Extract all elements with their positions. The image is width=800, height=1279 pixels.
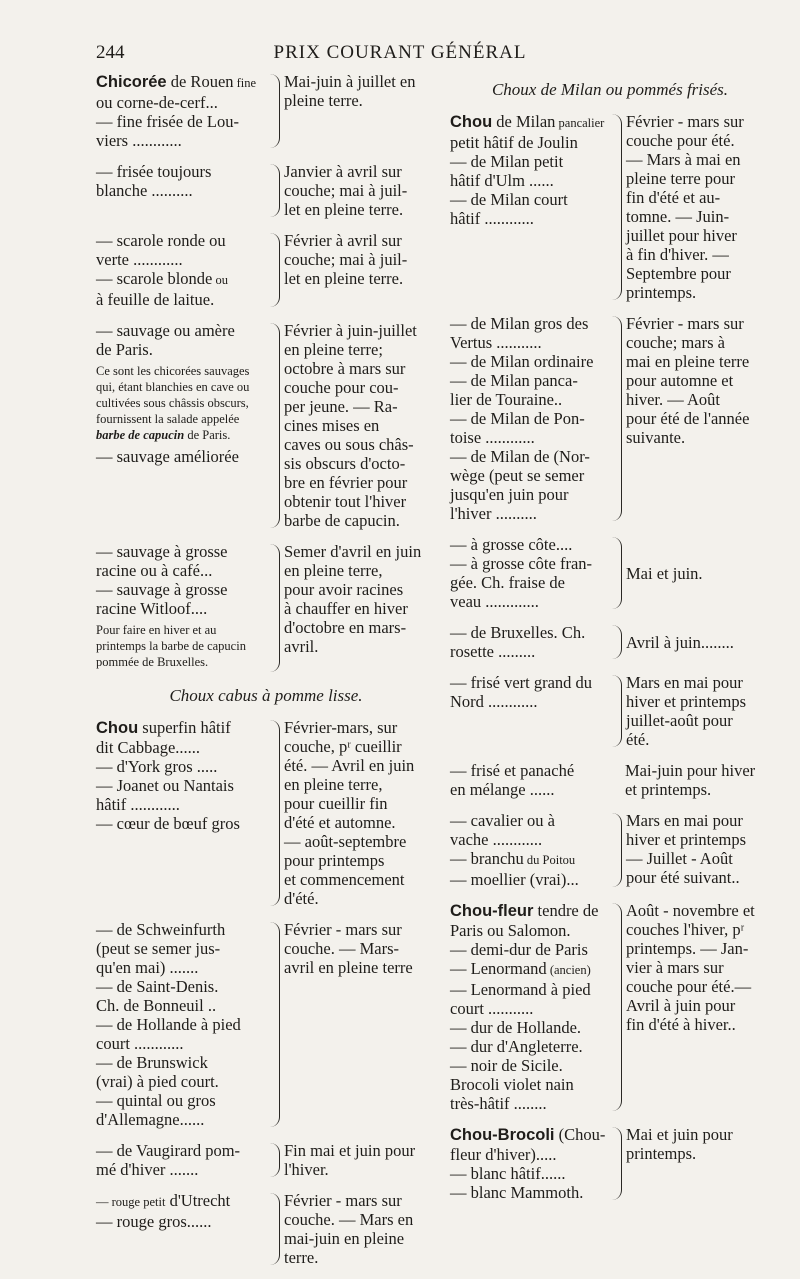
brace — [611, 813, 622, 887]
entry-name-line — [96, 542, 266, 561]
entry-name-line — [450, 1125, 608, 1145]
entry-sowing-period: Février à avril sur couche; mai à juil- let en pleine terre. — [284, 231, 408, 288]
entry-text: — de Milan gros des — [450, 314, 589, 333]
entry-name-line — [450, 333, 608, 352]
entry-text: l'hiver .......... — [450, 504, 537, 523]
entry-text: hâtif ............ — [450, 209, 534, 228]
entry-name-line — [96, 718, 266, 738]
entry-name-line — [450, 592, 608, 611]
entry-names — [450, 811, 608, 889]
brace — [269, 922, 280, 1127]
entry-name-line — [450, 447, 608, 466]
entry-sowing-period: Semer d'avril en juin en pleine terre, pour avoir racines à chauffer en hiver d'octobre en mars- avril. — [284, 542, 422, 656]
entry-name-line — [96, 162, 266, 181]
entry-name-line — [450, 133, 608, 152]
entry-text: — cœur de bœuf gros — [96, 814, 240, 833]
section-title: Choux de Milan ou pommés frisés. — [491, 80, 729, 99]
entry-text: toise ............ — [450, 428, 535, 447]
entry-names — [96, 321, 266, 466]
entry-name-line — [96, 1015, 266, 1034]
entry-text: — à grosse côte.... — [450, 535, 573, 554]
entry-text: vache ............ — [450, 830, 543, 849]
entry-text: jusqu'en juin pour — [450, 485, 569, 504]
entry-name-line — [96, 1212, 266, 1231]
entry-text: — de Bruxelles. Ch. — [450, 623, 586, 642]
entry-text: lier de Touraine.. — [450, 390, 563, 409]
entry-sowing-period: Février - mars sur couche. — Mars- avril en pleine terre — [284, 920, 413, 977]
entry-small-text: du Poitou — [523, 853, 576, 867]
brace — [611, 763, 621, 797]
entry-text: blanche .......... — [96, 181, 193, 200]
entry-name-line — [450, 573, 608, 592]
entry-small-text: ou — [212, 273, 229, 287]
catalog-entry — [96, 162, 436, 219]
entry-text: — de Milan ordinaire — [450, 352, 594, 371]
entry-text: très-hâtif ........ — [450, 1094, 547, 1113]
brace — [269, 164, 280, 217]
entry-text: — dur d'Angleterre. — [450, 1037, 583, 1056]
entry-text: — demi-dur de Paris — [450, 940, 588, 959]
entry-small-text: — rouge petit — [96, 1195, 166, 1209]
entry-text: viers ............ — [96, 131, 182, 150]
entry-name-line — [450, 642, 608, 661]
entry-sowing-period: Février à juin-juillet en pleine terre; octobre à mars sur couche pour cou- per jeune. — Ra- cines mises en caves ou sous châs- sis obscurs d'octo- bre en février pour obtenir tout l'hiver barbe de capucin. — [284, 321, 417, 530]
entry-sowing-period: Mars en mai pour hiver et printemps juillet-août pour été. — [626, 673, 747, 749]
entry-name-line — [450, 780, 608, 799]
entry-name-line — [450, 849, 608, 870]
entry-names — [450, 761, 608, 799]
entry-text: dit Cabbage...... — [96, 738, 201, 757]
entry-name-line — [96, 958, 266, 977]
entry-sowing-period: Août - novembre et couches l'hiver, pʳ printemps. — Jan- vier à mars sur couche pour été.— Avril à juin pour fin d'été à hiver.. — [626, 901, 755, 1034]
entry-names — [450, 623, 608, 661]
entry-name-line — [450, 761, 608, 780]
entry-name-line — [96, 996, 266, 1015]
entry-text: hâtif d'Ulm ...... — [450, 171, 554, 190]
entry-text: — de Milan de (Nor- — [450, 447, 590, 466]
entry-name-line — [450, 112, 608, 133]
entry-name-line — [96, 340, 266, 359]
entry-name-line — [450, 390, 608, 409]
brace — [611, 114, 622, 300]
entry-text: (vrai) à pied court. — [96, 1072, 219, 1091]
entry-small-text: (ancien) — [546, 963, 591, 977]
entry-text: — scarole ronde ou — [96, 231, 226, 250]
brace — [269, 233, 280, 307]
entry-name-line — [96, 181, 266, 200]
entry-text: — scarole blonde — [96, 269, 213, 288]
brace — [269, 74, 280, 148]
entry-names — [96, 542, 266, 674]
right-column — [450, 72, 770, 1214]
entry-note-text: Pour faire en hiver et au printemps la barbe de capucin pommée de Bruxelles. — [96, 623, 246, 669]
catalog-entry — [96, 1141, 436, 1179]
entry-text: qu'en mai) ....... — [96, 958, 199, 977]
entry-text: — rouge gros...... — [96, 1212, 212, 1231]
entry-name-line — [96, 561, 266, 580]
entry-name-line — [450, 999, 608, 1018]
entry-text: — noir de Sicile. — [450, 1056, 563, 1075]
entry-name-line — [450, 371, 608, 390]
entry-name-line — [450, 1056, 608, 1075]
catalog-entry — [96, 920, 436, 1129]
brace — [269, 544, 280, 672]
entry-name-line — [96, 250, 266, 269]
entry-name-line — [450, 870, 608, 889]
entry-name-line — [450, 959, 608, 980]
entry-name-line — [450, 466, 608, 485]
entry-name-line — [450, 1075, 608, 1094]
catalog-entry — [450, 811, 770, 889]
entry-note-text: de Paris. — [184, 428, 231, 442]
entry-names — [450, 314, 608, 523]
entry-name-line — [96, 1034, 266, 1053]
entry-lead-word: Chicorée — [96, 73, 167, 91]
brace — [269, 720, 280, 906]
entry-note — [96, 363, 266, 443]
entry-names — [96, 1191, 266, 1231]
entry-name-line — [450, 1037, 608, 1056]
entry-names — [96, 920, 266, 1129]
entry-text: gée. Ch. fraise de — [450, 573, 565, 592]
brace — [611, 316, 622, 521]
entry-text: tendre de — [533, 901, 599, 920]
entry-text: — sauvage améliorée — [96, 447, 239, 466]
entry-name-line — [450, 623, 608, 642]
catalog-entry — [96, 321, 436, 530]
entry-text: verte ............ — [96, 250, 183, 269]
entry-name-line — [96, 599, 266, 618]
entry-text: Paris ou Salomon. — [450, 921, 571, 940]
entry-sowing-period: Février - mars sur couche; mars à mai en pleine terre pour automne et hiver. — Août pour été de l'année suivante. — [626, 314, 750, 447]
catalog-entry — [96, 72, 436, 150]
entry-name-line — [450, 190, 608, 209]
entry-name-line — [450, 692, 608, 711]
entry-names — [450, 901, 608, 1113]
entry-sowing-period: Février-mars, sur couche, pʳ cueillir été. — Avril en juin en pleine terre, pour cueillir fin d'été et automne. — août-septembre pour printemps et commencement d'été. — [284, 718, 415, 908]
catalog-entry — [450, 535, 770, 611]
entry-small-text: fine — [233, 76, 257, 90]
entry-small-text: pancalier — [555, 116, 605, 130]
entry-text: petit hâtif de Joulin — [450, 133, 578, 152]
entry-names — [450, 112, 608, 228]
entry-name-line — [450, 1094, 608, 1113]
entry-text: racine ou à café... — [96, 561, 213, 580]
entry-names — [96, 162, 266, 200]
entry-text: d'Utrecht — [165, 1191, 231, 1210]
catalog-entry — [450, 1125, 770, 1202]
entry-name-line — [96, 1160, 266, 1179]
brace — [269, 1193, 280, 1265]
entry-name-line — [96, 1110, 266, 1129]
entry-text: de Paris. — [96, 340, 153, 359]
entry-sowing-period: Mai et juin. — [626, 563, 703, 583]
entry-sowing-period: Fin mai et juin pour l'hiver. — [284, 1141, 416, 1179]
entry-names — [450, 1125, 608, 1202]
catalog-entry — [96, 718, 436, 908]
entry-sowing-period: Mai-juin à juillet en pleine terre. — [284, 72, 416, 110]
entry-sowing-period: Avril à juin........ — [626, 632, 734, 652]
entry-name-line — [96, 738, 266, 757]
entry-text: — sauvage ou amère — [96, 321, 235, 340]
entry-text: — fine frisée de Lou- — [96, 112, 239, 131]
entry-text: court ........... — [450, 999, 534, 1018]
entry-text: de Rouen — [166, 72, 234, 91]
entry-name-line — [96, 231, 266, 250]
entry-text: — blanc Mammoth. — [450, 1183, 584, 1202]
entry-name-line — [450, 171, 608, 190]
entry-name-line — [450, 1164, 608, 1183]
entry-name-line — [96, 112, 266, 131]
entry-text: — moellier (vrai)... — [450, 870, 579, 889]
entry-name-line — [450, 152, 608, 171]
entry-text: — de Milan court — [450, 190, 568, 209]
entry-text: — de Milan de Pon- — [450, 409, 585, 428]
entry-name-line — [450, 1018, 608, 1037]
entry-text: superfin hâtif — [138, 718, 231, 737]
entry-name-line — [96, 1091, 266, 1110]
entry-text: — de Schweinfurth — [96, 920, 226, 939]
entry-text: — de Saint-Denis. — [96, 977, 219, 996]
entry-name-line — [96, 757, 266, 776]
entry-sowing-period: Mars en mai pour hiver et printemps — Juillet - Août pour été suivant.. — [626, 811, 747, 887]
entry-note-text: Ce sont les chicorées sauvages qui, étant blanchies en cave ou cultivées sous châssis obscurs, fournissent la salade appelée — [96, 364, 250, 426]
entry-names — [450, 535, 608, 611]
entry-name-line — [96, 290, 266, 309]
entry-text: Nord ............ — [450, 692, 538, 711]
entry-name-line — [450, 980, 608, 999]
entry-text: — Joanet ou Nantais — [96, 776, 234, 795]
entry-text: (peut se semer jus- — [96, 939, 221, 958]
entry-name-line — [450, 901, 608, 921]
page-number: 244 — [96, 42, 125, 63]
entry-text: rosette ......... — [450, 642, 536, 661]
brace — [611, 537, 622, 609]
entry-text: Ch. de Bonneuil .. — [96, 996, 217, 1015]
entry-sowing-period: Mai et juin pour printemps. — [626, 1125, 733, 1163]
entry-name-line — [96, 72, 266, 93]
entry-lead-word: Chou-Brocoli — [450, 1126, 555, 1144]
entry-text: en mélange ...... — [450, 780, 555, 799]
entry-name-line — [450, 1145, 608, 1164]
catalog-entry — [96, 231, 436, 309]
entry-text: veau ............. — [450, 592, 539, 611]
entry-sowing-period: Mai-juin pour hiver et printemps. — [625, 761, 756, 799]
entry-names — [96, 1141, 266, 1179]
catalog-entry — [450, 623, 770, 661]
entry-name-line — [450, 673, 608, 692]
entry-name-line — [96, 93, 266, 112]
entry-text: court ............ — [96, 1034, 184, 1053]
catalog-entry — [450, 901, 770, 1113]
entry-name-line — [450, 830, 608, 849]
entry-name-line — [450, 811, 608, 830]
entry-names — [96, 72, 266, 150]
brace — [611, 1127, 622, 1200]
entry-lead-word: Chou — [96, 719, 139, 737]
entry-text: ou corne-de-cerf... — [96, 93, 218, 112]
left-column — [96, 72, 436, 1279]
entry-text: (Chou- — [554, 1125, 606, 1144]
catalog-entry — [450, 112, 770, 302]
catalog-entry — [450, 673, 770, 749]
entry-sowing-period: Janvier à avril sur couche; mai à juil- let en pleine terre. — [284, 162, 408, 219]
entry-text: wège (peut se semer — [450, 466, 585, 485]
entry-lead-word: Chou — [450, 113, 493, 131]
entry-name-line — [450, 940, 608, 959]
entry-name-line — [450, 409, 608, 428]
entry-name-line — [96, 939, 266, 958]
entry-name-line — [450, 921, 608, 940]
entry-names — [450, 673, 608, 711]
entry-text: d'Allemagne...... — [96, 1110, 205, 1129]
entry-name-line — [96, 776, 266, 795]
entry-text: à feuille de laitue. — [96, 290, 215, 309]
entry-text: — d'York gros ..... — [96, 757, 218, 776]
entry-name-line — [450, 352, 608, 371]
brace — [611, 903, 622, 1111]
entry-text: — dur de Hollande. — [450, 1018, 582, 1037]
entry-text: — Lenormand — [450, 959, 547, 978]
entry-text: — de Milan panca- — [450, 371, 578, 390]
entry-text: — frisé et panaché — [450, 761, 575, 780]
entry-text: — de Brunswick — [96, 1053, 208, 1072]
entry-text: — de Milan petit — [450, 152, 564, 171]
entry-sowing-period: Février - mars sur couche pour été. — Mars à mai en pleine terre pour fin d'été et au- tomne. — Juin- juillet pour hiver à fin d'hiver. — Septembre pour printemps. — [626, 112, 744, 302]
entry-text: — frisé vert grand du — [450, 673, 593, 692]
entry-name-line — [450, 504, 608, 523]
catalog-entry — [450, 761, 770, 799]
entry-text: — de Hollande à pied — [96, 1015, 241, 1034]
entry-note — [96, 622, 266, 670]
entry-name-line — [96, 1072, 266, 1091]
entry-text: racine Witloof.... — [96, 599, 208, 618]
entry-text: — blanc hâtif...... — [450, 1164, 566, 1183]
entry-name-line — [96, 920, 266, 939]
entry-name-line — [96, 1191, 266, 1212]
entry-name-line — [96, 580, 266, 599]
entry-name-line — [96, 131, 266, 150]
entry-text: — cavalier ou à — [450, 811, 555, 830]
entry-text: — frisée toujours — [96, 162, 212, 181]
entry-text: — quintal ou gros — [96, 1091, 216, 1110]
catalog-entry — [96, 1191, 436, 1267]
entry-text: mé d'hiver ....... — [96, 1160, 199, 1179]
entry-name-line — [450, 428, 608, 447]
brace — [611, 625, 622, 659]
running-head: PRIX COURANT GÉNÉRAL — [273, 42, 527, 63]
entry-text: — sauvage à grosse — [96, 580, 228, 599]
entry-names — [96, 231, 266, 309]
entry-sowing-period: Février - mars sur couche. — Mars en mai-juin en pleine terre. — [284, 1191, 414, 1267]
catalog-entry — [450, 314, 770, 523]
entry-name-line — [450, 535, 608, 554]
brace — [269, 1143, 280, 1177]
entry-note-emphasis: barbe de capucin — [96, 428, 185, 442]
entry-text: de Milan — [492, 112, 556, 131]
brace — [269, 323, 280, 528]
entry-lead-word: Chou-fleur — [450, 902, 534, 920]
entry-text: — sauvage à grosse — [96, 542, 228, 561]
entry-name-line — [96, 1053, 266, 1072]
entry-text: — de Vaugirard pom- — [96, 1141, 241, 1160]
brace — [611, 675, 622, 747]
entry-name-line — [96, 447, 266, 466]
entry-name-line — [450, 1183, 608, 1202]
entry-name-line — [96, 1141, 266, 1160]
entry-name-line — [96, 269, 266, 290]
entry-text: fleur d'hiver)..... — [450, 1145, 557, 1164]
entry-name-line — [450, 314, 608, 333]
entry-names — [96, 718, 266, 833]
entry-name-line — [450, 485, 608, 504]
entry-name-line — [450, 209, 608, 228]
entry-text: — à grosse côte fran- — [450, 554, 593, 573]
entry-name-line — [96, 321, 266, 340]
catalog-entry — [96, 542, 436, 674]
entry-name-line — [450, 554, 608, 573]
entry-name-line — [96, 814, 266, 833]
section-title: Choux cabus à pomme lisse. — [169, 686, 363, 705]
entry-text: — Lenormand à pied — [450, 980, 591, 999]
entry-text: Vertus ........... — [450, 333, 542, 352]
entry-text: hâtif ............ — [96, 795, 180, 814]
entry-name-line — [96, 977, 266, 996]
entry-name-line — [96, 795, 266, 814]
entry-text: — branchu — [450, 849, 524, 868]
entry-text: Brocoli violet nain — [450, 1075, 574, 1094]
